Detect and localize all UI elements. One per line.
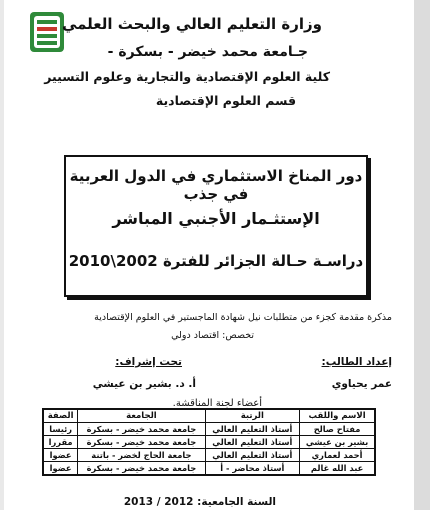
table-row xyxy=(43,449,375,462)
thesis-title-line-2: الإستثـمار الأجنبي المباشر xyxy=(112,209,320,228)
table-row xyxy=(43,423,375,436)
member-rank: أستاذ التعليم العالي xyxy=(205,423,300,436)
header-rank: الرتبة xyxy=(205,409,300,423)
member-university: جامعة الحاج لخضر - باتنة xyxy=(78,449,205,462)
student-label: إعداد الطالب: xyxy=(321,356,392,368)
ministry-name: وزارة التعليم العالي والبحث العلمي xyxy=(61,15,322,33)
member-rank: أستاذ التعليم العالي xyxy=(205,436,300,449)
table-row xyxy=(43,462,375,476)
academic-year: السنة الجامعية: 2012 / 2013 xyxy=(123,496,276,508)
student-name: عمر يحياوي xyxy=(331,378,392,390)
department-name: قسم العلوم الإقتصادية xyxy=(155,93,296,108)
header-role: الصفة xyxy=(43,409,78,423)
memo-description: مذكرة مقدمة كجزء من متطلبات نيل شهادة الماجستير في العلوم الإقتصادية xyxy=(94,312,392,323)
member-name: أحمد لعماري xyxy=(300,449,375,462)
thesis-title-line-1: دور المناخ الاستثماري في الدول العربية في جذب xyxy=(69,167,363,203)
member-university: جامعة محمد خيضر - بسكرة xyxy=(78,462,205,476)
committee-label: أعضاء لجنة المناقشة. xyxy=(172,398,262,409)
table-row xyxy=(43,436,375,449)
supervisor-label: تحت إشراف: xyxy=(115,356,182,368)
member-university: جامعة محمد خيضر - بسكرة xyxy=(78,436,205,449)
thesis-title-box xyxy=(64,155,368,297)
supervisor-name: أ. د. بشير بن عيشي xyxy=(92,378,196,390)
thesis-title-line-3: دراسـة حـالة الجزائر للفترة 2002\2010 xyxy=(68,252,364,270)
member-university: جامعة محمد خيضر - بسكرة xyxy=(78,423,205,436)
document-page xyxy=(4,0,414,510)
member-role: عضوا xyxy=(43,462,78,476)
member-role: رئيسا xyxy=(43,423,78,436)
member-name: عبد الله غالم xyxy=(300,462,375,476)
header-university: الجامعة xyxy=(78,409,205,423)
member-role: عضوا xyxy=(43,449,78,462)
member-rank: أستاذ التعليم العالي xyxy=(205,449,300,462)
faculty-name: كلية العلوم الإقتصادية والتجارية وعلوم التسيير xyxy=(44,69,330,84)
member-rank: أستاذ محاضر - أ xyxy=(205,462,300,476)
member-name: مفتاح صالح xyxy=(300,423,375,436)
jury-header-row xyxy=(43,409,375,423)
jury-table xyxy=(42,408,376,476)
university-logo-icon xyxy=(28,10,66,54)
member-role: مقررا xyxy=(43,436,78,449)
university-name: جـامعة محمد خيضر - بسكرة - xyxy=(107,44,308,60)
page-edge-shadow xyxy=(414,0,430,510)
member-name: بشير بن عيشي xyxy=(300,436,375,449)
specialization: تخصص: اقتصاد دولي xyxy=(171,330,254,341)
header-name: الاسم واللقب xyxy=(300,409,375,423)
